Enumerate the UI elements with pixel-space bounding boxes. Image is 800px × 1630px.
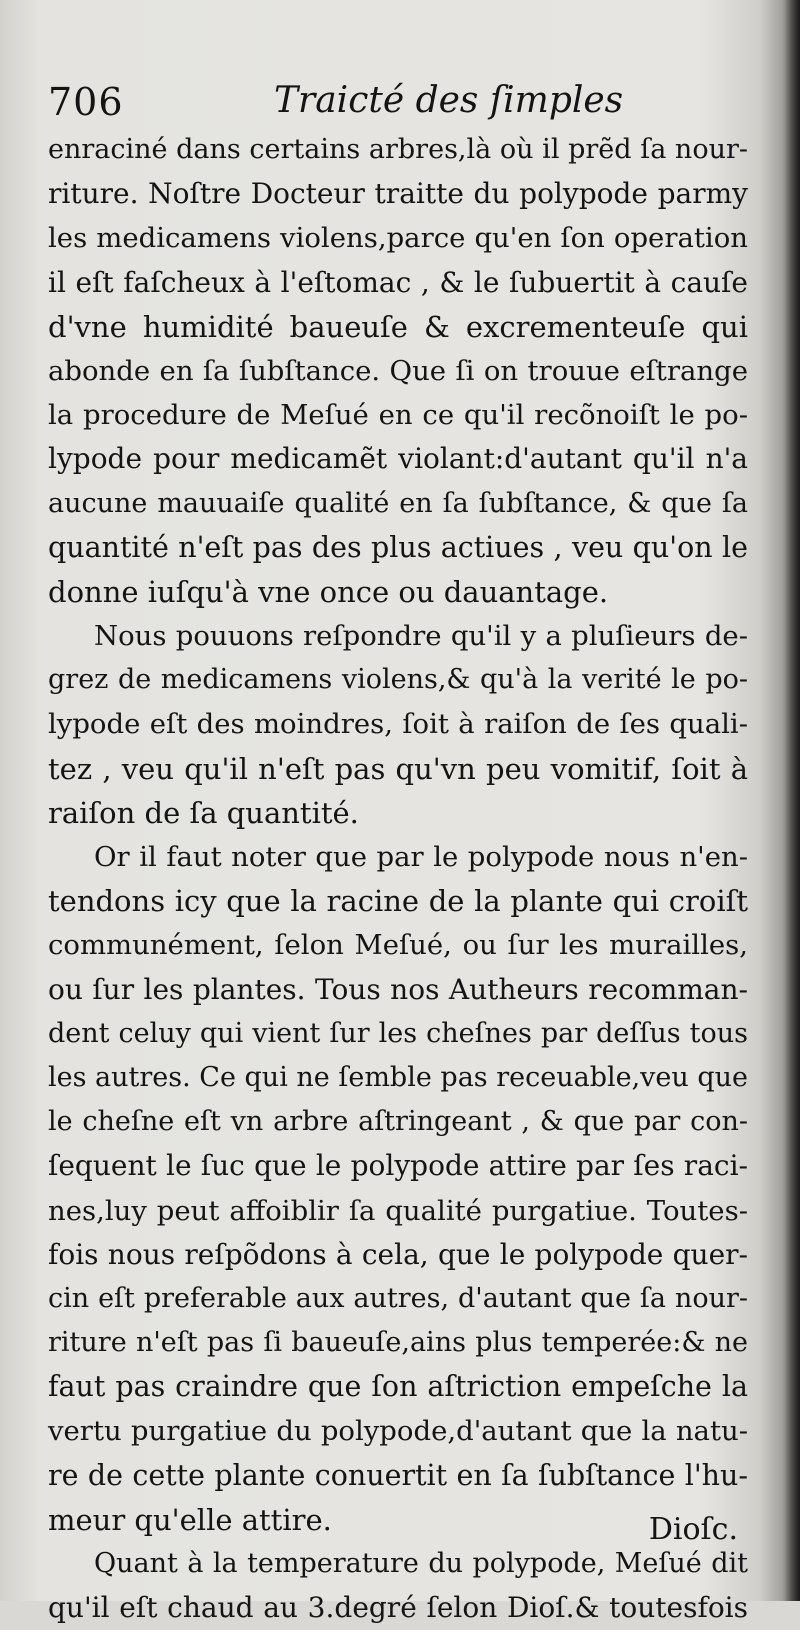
text-line: d'vne humidité baueuſe & excrementeuſe qui	[48, 309, 748, 344]
text-line: communément, ſelon Meſué, ou ſur les murailles,	[48, 929, 748, 962]
text-line: ou ſur les plantes. Tous nos Autheurs recomman-	[48, 972, 748, 1006]
text-line: les medicamens violens,parce qu'en ſon operation	[48, 222, 748, 255]
text-line: donne iuſqu'à vne once ou dauantage.	[48, 574, 609, 609]
text-line: nes,luy peut affoiblir ſa qualité purgatiue. Toutes-	[48, 1194, 748, 1227]
text-line: le cheſne eſt vn arbre aſtringeant , & que par con-	[48, 1106, 748, 1138]
text-line: grez de medicamens violens,& qu'à la verité le po-	[48, 664, 748, 696]
text-line: les autres. Ce qui ne ſemble pas receuable,veu que	[48, 1061, 749, 1093]
text-line: raiſon de ſa quantité.	[48, 795, 359, 830]
text-line: ſequent le ſuc que le polypode attire par ſes raci-	[48, 1149, 748, 1183]
text-line: aucune mauuaiſe qualité en ſa ſubſtance, & que ſa	[48, 487, 748, 519]
text-line: meur qu'elle attire.	[48, 1502, 332, 1537]
text-line: quantité n'eſt pas des plus actiues , veu qu'on le	[48, 530, 748, 564]
text-line: tendons icy que la racine de la plante qui croiſt	[48, 884, 748, 919]
text-line: vertu purgatiue du polypode,d'autant que la natu-	[48, 1415, 748, 1448]
text-line: tez , veu qu'il n'eſt pas qu'vn peu vomitif, ſoit à	[48, 751, 748, 786]
text-line: il eſt faſcheux à l'eſtomac , & le ſubuertit à cauſe	[48, 265, 748, 299]
page-header	[48, 70, 748, 130]
text-line: cin eſt preferable aux autres, d'autant que ſa nour-	[48, 1282, 748, 1314]
text-line: re de cette plante conuertit en ſa ſubſtance l'hu-	[48, 1458, 748, 1492]
text-line: abonde en ſa ſubſtance. Que ſi on trouue eſtrange	[48, 354, 748, 387]
text-line: la procedure de Meſué en ce qu'il recõnoiſt le po-	[48, 399, 748, 432]
running-title: Traicté des ſimples	[274, 80, 624, 121]
text-line: riture. Noſtre Docteur traitte du polypode parmy	[48, 177, 748, 211]
body-text	[48, 128, 748, 1630]
page-number: 706	[48, 80, 124, 124]
text-line: lypode eſt des moindres, ſoit à raiſon de ſes quali-	[48, 708, 748, 741]
text-line: Or il faut noter que par le polypode nous n'en-	[94, 841, 748, 873]
text-line: qu'il eſt chaud au 3.degré ſelon Dioſ.& toutesfois	[48, 1591, 748, 1625]
text-line: enraciné dans certains arbres,là où il prẽd ſa nour-	[48, 134, 748, 165]
page-gutter-shadow	[782, 0, 800, 1601]
text-line: faut pas craindre que ſon aſtriction empeſche la	[48, 1370, 748, 1404]
text-line: Nous pouuons reſpondre qu'il y a pluſieurs de-	[94, 620, 748, 653]
text-line: riture n'eſt pas ſi baueuſe,ains plus temperée:& ne	[48, 1327, 748, 1359]
text-line: dent celuy qui vient ſur les cheſnes par deſſus tous	[48, 1017, 748, 1049]
catchword: Dioſc.	[648, 1512, 738, 1547]
text-line: fois nous reſpõdons à cela, que le polypode quer-	[48, 1237, 748, 1271]
text-line: Quant à la temperature du polypode, Meſué dit	[94, 1548, 748, 1579]
text-line: lypode pour medicamẽt violant:d'autant qu'il n'a	[48, 442, 748, 476]
